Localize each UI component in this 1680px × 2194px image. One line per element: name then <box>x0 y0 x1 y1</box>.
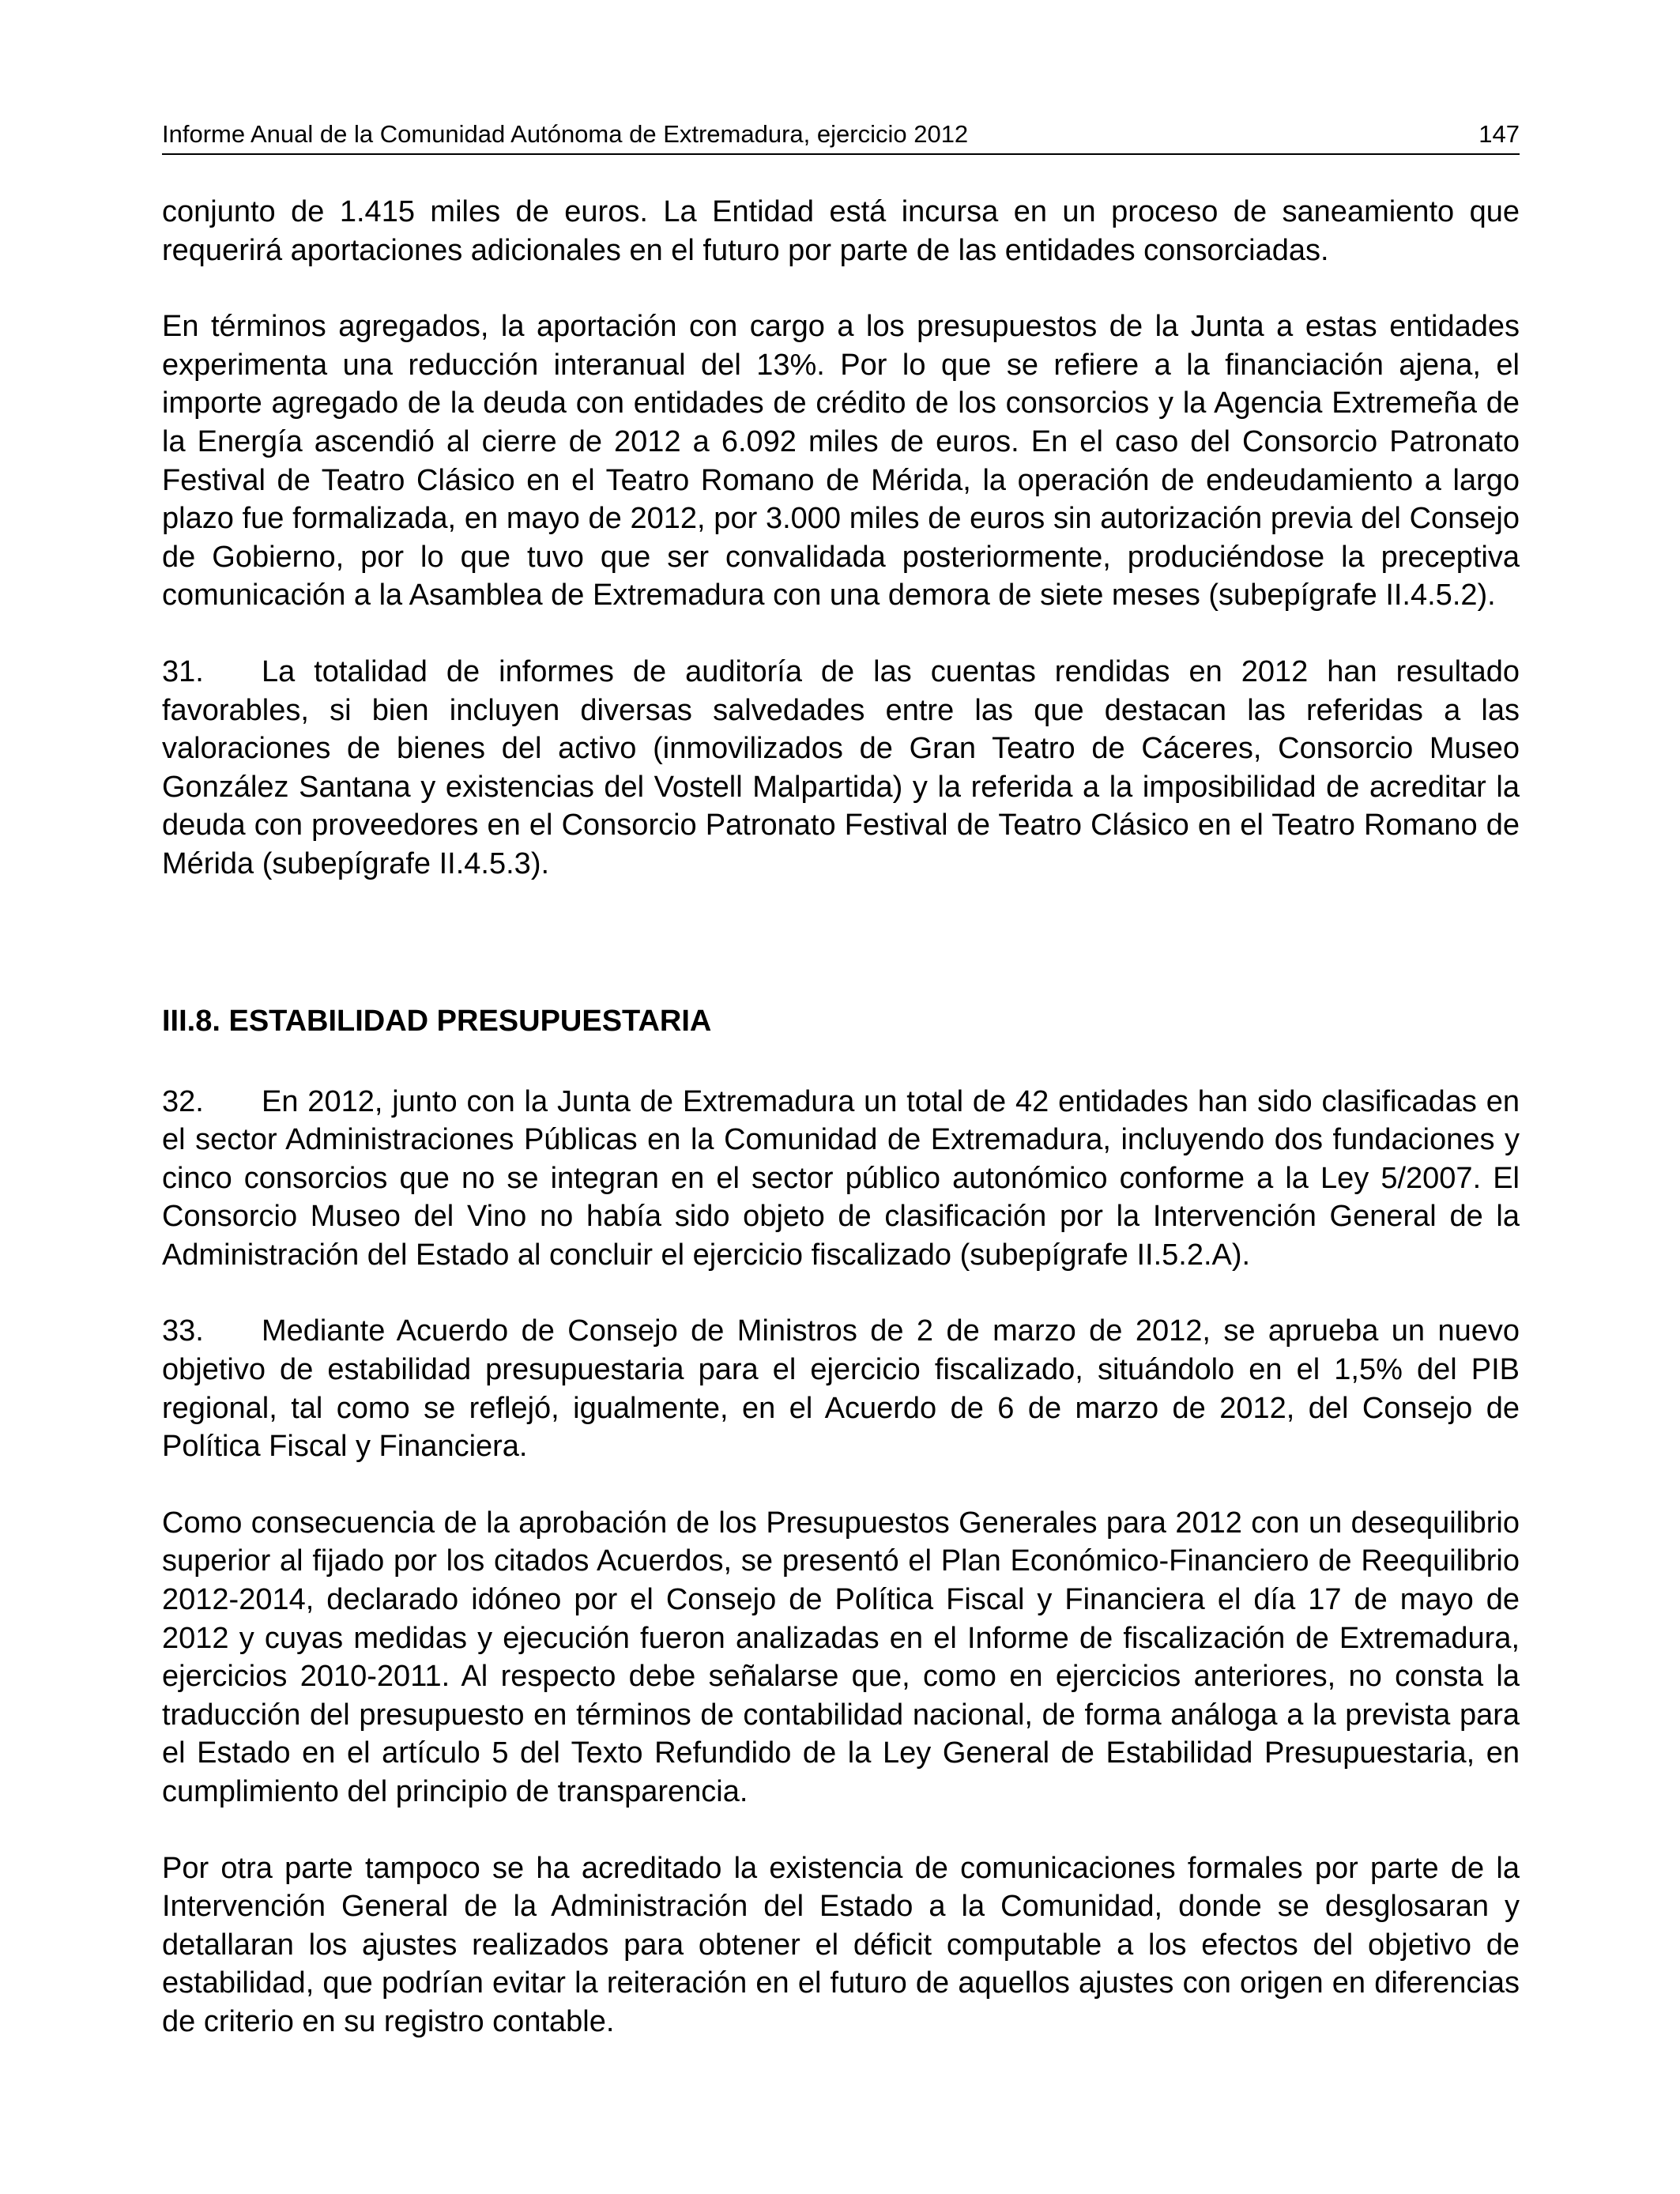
paragraph-text: La totalidad de informes de auditoría de las cuentas rendidas en 2012 han resultado favorables, si bien incluyen diversas salvedades entre las que destacan las referidas a las valoraciones de bienes del activo (inmovilizados de Gran Teatro de Cáceres, Consorcio Museo González Santana y existencias del Vostell Malpartida) y la referida a la imposibilidad de acreditar la deuda con proveedores en el Consorcio Patronato Festival de Teatro Clásico en el Teatro Romano de Mérida (subepígrafe II.4.5.3). <box>162 654 1520 880</box>
paragraph-number: 33. <box>162 1314 204 1348</box>
page-number: 147 <box>1478 120 1520 148</box>
paragraph <box>162 307 1520 615</box>
paragraph-number: 31. <box>162 654 204 688</box>
paragraph-text: En 2012, junto con la Junta de Extremadura un total de 42 entidades han sido clasificadas en el sector Administraciones Públicas en la Comunidad de Extremadura, incluyendo dos fundaciones y cinco consorcios que no se integran en el sector público autonómico conforme a la Ley 5/2007. El Consorcio Museo del Vino no había sido objeto de clasificación por la Intervención General de la Administración del Estado al concluir el ejercicio fiscalizado (subepígrafe II.5.2.A). <box>162 1084 1520 1272</box>
paragraph-text: Como consecuencia de la aprobación de los Presupuestos Generales para 2012 con un desequilibrio superior al fijado por los citados Acuerdos, se presentó el Plan Económico-Financiero de Reequilibrio 2012-2014, declarado idóneo por el Consejo de Política Fiscal y Financiera el día 17 de mayo de 2012 y cuyas medidas y ejecución fueron analizadas en el Informe de fiscalización de Extremadura, ejercicios 2010-2011. Al respecto debe señalarse que, como en ejercicios anteriores, no consta la traducción del presupuesto en términos de contabilidad nacional, de forma análoga a la prevista para el Estado en el artículo 5 del Texto Refundido de la Ley General de Estabilidad Presupuestaria, en cumplimiento del principio de transparencia. <box>162 1506 1520 1808</box>
paragraph <box>162 653 1520 884</box>
paragraph <box>162 1312 1520 1465</box>
paragraph-text: Mediante Acuerdo de Consejo de Ministros de 2 de marzo de 2012, se aprueba un nuevo objetivo de estabilidad presupuestaria para el ejercicio fiscalizado, situándolo en el 1,5% del PIB regional, tal como se reflejó, igualmente, en el Acuerdo de 6 de marzo de 2012, del Consejo de Política Fiscal y Financiera. <box>162 1314 1520 1464</box>
paragraph-group-b <box>162 1083 1520 2041</box>
document-page <box>162 0 1520 2194</box>
paragraph-group-a <box>162 193 1520 884</box>
paragraph-text: Por otra parte tampoco se ha acreditado la existencia de comunicaciones formales por parte de la Intervención General de la Administración del Estado a la Comunidad, donde se desglosaran y detallaran los ajustes realizados para obtener el déficit computable a los efectos del objetivo de estabilidad, que podrían evitar la reiteración en el futuro de aquellos ajustes con origen en diferencias de criterio en su registro contable. <box>162 1851 1520 2038</box>
paragraph-text: conjunto de 1.415 miles de euros. La Entidad está incursa en un proceso de saneamiento que requerirá aportaciones adicionales en el futuro por parte de las entidades consorciadas. <box>162 195 1520 267</box>
section-heading: III.8. ESTABILIDAD PRESUPUESTARIA <box>162 1004 712 1038</box>
paragraph <box>162 193 1520 270</box>
header-title: Informe Anual de la Comunidad Autónoma de Extremadura, ejercicio 2012 <box>162 120 969 148</box>
paragraph <box>162 1504 1520 1811</box>
body-content <box>162 193 1520 2079</box>
paragraph <box>162 1849 1520 2041</box>
running-header <box>162 117 1520 155</box>
paragraph <box>162 1083 1520 1275</box>
paragraph-text: En términos agregados, la aportación con cargo a los presupuestos de la Junta a estas entidades experimenta una reducción interanual del 13%. Por lo que se refiere a la financiación ajena, el importe agregado de la deuda con entidades de crédito de los consorcios y la Agencia Extremeña de la Energía ascendió al cierre de 2012 a 6.092 miles de euros. En el caso del Consorcio Patronato Festival de Teatro Clásico en el Teatro Romano de Mérida, la operación de endeudamiento a largo plazo fue formalizada, en mayo de 2012, por 3.000 miles de euros sin autorización previa del Consejo de Gobierno, por lo que tuvo que ser convalidada posteriormente, produciéndose la preceptiva comunicación a la Asamblea de Extremadura con una demora de siete meses (subepígrafe II.4.5.2). <box>162 310 1520 613</box>
paragraph-number: 32. <box>162 1084 204 1118</box>
